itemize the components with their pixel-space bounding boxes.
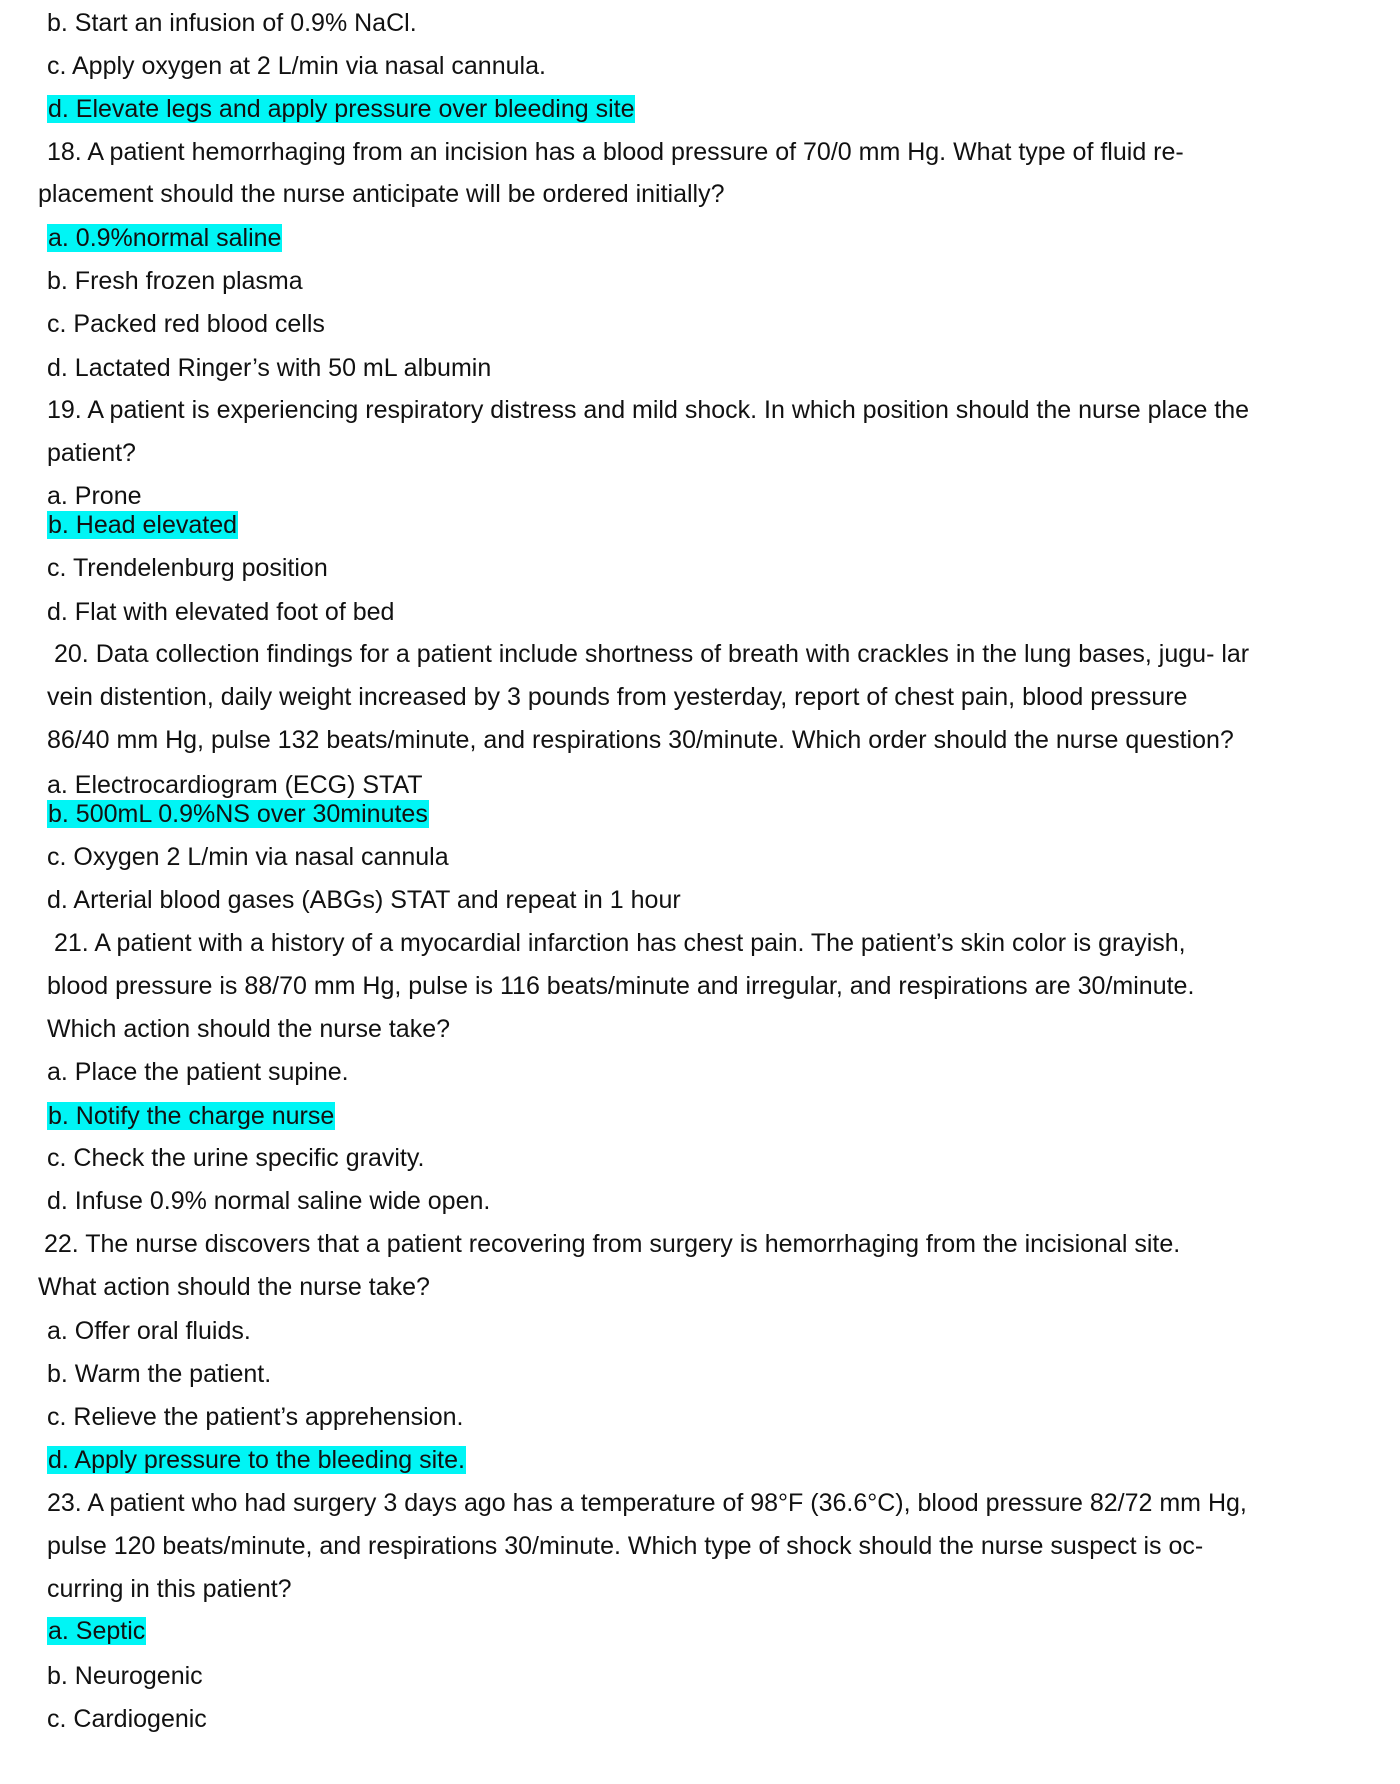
- q18-text-line-1: 18. A patient hemorrhaging from an incision has a blood pressure of 70/0 mm Hg. What type of fluid re-: [47, 138, 1184, 166]
- q18-option-c: c. Packed red blood cells: [47, 310, 325, 338]
- answer-highlight: b. Notify the charge nurse: [48, 1102, 335, 1130]
- q21-text-line-3: Which action should the nurse take?: [47, 1015, 451, 1043]
- q17-option-c: c. Apply oxygen at 2 L/min via nasal cannula.: [47, 52, 546, 80]
- q19-option-b-answer: [47, 510, 238, 541]
- answer-highlight: b. Head elevated: [48, 511, 238, 539]
- q19-text-line-2: patient?: [47, 439, 136, 467]
- q22-option-b: b. Warm the patient.: [47, 1360, 272, 1388]
- q20-text-line-1: 20. Data collection findings for a patient include shortness of breath with crackles in the lung bases, jugu- lar: [54, 640, 1250, 668]
- q21-option-d: d. Infuse 0.9% normal saline wide open.: [47, 1187, 491, 1215]
- q22-option-a: a. Offer oral fluids.: [47, 1317, 251, 1345]
- q21-option-c: c. Check the urine specific gravity.: [47, 1144, 425, 1172]
- q23-text-line-3: curring in this patient?: [47, 1575, 292, 1603]
- q22-option-d-answer: [47, 1445, 466, 1476]
- q17-option-b: b. Start an infusion of 0.9% NaCl.: [47, 9, 417, 37]
- q20-option-b-answer: [47, 799, 429, 830]
- q20-text-line-3: 86/40 mm Hg, pulse 132 beats/minute, and respirations 30/minute. Which order should the nurse question?: [47, 726, 1234, 754]
- q22-text-line-1: 22. The nurse discovers that a patient recovering from surgery is hemorrhaging from the incisional site.: [44, 1230, 1181, 1258]
- q23-option-a-answer: [47, 1616, 146, 1647]
- answer-highlight: b. 500mL 0.9%NS over 30minutes: [48, 800, 428, 828]
- q18-option-b: b. Fresh frozen plasma: [47, 267, 303, 295]
- q18-text-line-2: placement should the nurse anticipate will be ordered initially?: [38, 180, 725, 208]
- q21-option-a: a. Place the patient supine.: [47, 1058, 349, 1086]
- q20-option-c: c. Oxygen 2 L/min via nasal cannula: [47, 843, 449, 871]
- q23-option-b: b. Neurogenic: [47, 1662, 203, 1690]
- q18-option-a-answer: [47, 223, 282, 254]
- q19-option-c: c. Trendelenburg position: [47, 554, 328, 582]
- q23-option-c: c. Cardiogenic: [47, 1705, 207, 1733]
- answer-highlight: d. Elevate legs and apply pressure over bleeding site: [48, 95, 635, 123]
- answer-highlight: a. Septic: [48, 1617, 146, 1645]
- q17-option-d-answer: [47, 94, 635, 125]
- q23-text-line-1: 23. A patient who had surgery 3 days ago has a temperature of 98°F (36.6°C), blood pressure 82/72 mm Hg,: [47, 1489, 1247, 1517]
- q23-text-line-2: pulse 120 beats/minute, and respirations 30/minute. Which type of shock should the nurse suspect is oc-: [47, 1532, 1204, 1560]
- q20-option-d: d. Arterial blood gases (ABGs) STAT and repeat in 1 hour: [47, 886, 681, 914]
- q19-text-line-1: 19. A patient is experiencing respiratory distress and mild shock. In which position should the nurse place the: [47, 396, 1250, 424]
- q20-text-line-2: vein distention, daily weight increased by 3 pounds from yesterday, report of chest pain, blood pressure: [47, 683, 1188, 711]
- q21-text-line-1: 21. A patient with a history of a myocardial infarction has chest pain. The patient’s skin color is grayish,: [54, 929, 1186, 957]
- q22-text-line-2: What action should the nurse take?: [38, 1273, 430, 1301]
- q19-option-a: a. Prone: [47, 482, 142, 510]
- answer-highlight: a. 0.9%normal saline: [48, 224, 282, 252]
- q19-option-d: d. Flat with elevated foot of bed: [47, 598, 395, 626]
- q21-text-line-2: blood pressure is 88/70 mm Hg, pulse is 116 beats/minute and irregular, and respirations are 30/minute.: [47, 972, 1195, 1000]
- q18-option-d: d. Lactated Ringer’s with 50 mL albumin: [47, 354, 492, 382]
- answer-highlight: d. Apply pressure to the bleeding site.: [48, 1446, 465, 1474]
- q20-option-a: a. Electrocardiogram (ECG) STAT: [47, 771, 423, 799]
- q22-option-c: c. Relieve the patient’s apprehension.: [47, 1403, 464, 1431]
- q21-option-b-answer: [47, 1101, 335, 1132]
